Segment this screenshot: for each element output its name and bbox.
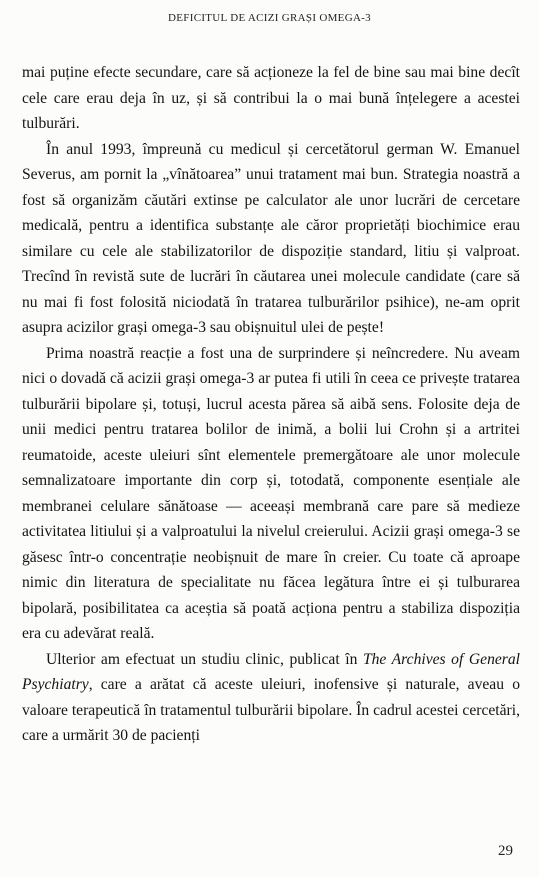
paragraph: [22, 647, 520, 749]
paragraph: În anul 1993, împreună cu medicul și cercetătorul german W. Emanuel Severus, am pornit la „vînătoarea” unui tratament mai bun. Strategia noastră a fost să organizăm căutări extinse pe calculator ale unor lucrări de cercetare medicală, pentru a identifica substanțe ale căror proprietăți biochimice erau similare cu cele ale stabilizatorilor de dispoziție standard, litiu și valproat. Trecînd în revistă sute de lucrări în căutarea unei molecule candidate (care să nu mai fi fost folosită niciodată în tratarea tulburărilor psihice), ne-am oprit asupra acizilor grași omega-3 sau obișnuitul ulei de pește!: [22, 140, 520, 336]
journal-title: The Archives of General Psychiatry: [22, 650, 520, 693]
paragraph: Prima noastră reacție a fost una de surprindere și neîncredere. Nu aveam nici o dovadă că acizii grași omega-3 ar putea fi utili în ceea ce privește tratarea tulburării bipolare și, totuși, lucrul acesta părea să aibă sens. Folosite deja de unii medici pentru tratarea bolilor de inimă, a bolii lui Crohn și a artritei reumatoide, aceste uleiuri sînt elementele premergătoare ale unor molecule semnalizatoare importante din corp și, totodată, componente esențiale ale membranei celulare sănătoase — aceeași membrană care pare să medieze activitatea litiului și a valproatului la nivelul creierului. Acizii grași omega-3 se găsesc într-o concentrație neobișnuit de mare în creier. Cu toate că aproape nimic din literatura de specialitate nu făcea legătura între ei și tulburarea bipolară, posibilitatea ca aceștia să poată acționa pentru a stabiliza dispoziția era cu adevărat reală.: [22, 344, 520, 642]
body-text: [22, 60, 520, 749]
page-number: 29: [498, 843, 513, 859]
running-header: DEFICITUL DE ACIZI GRAȘI OMEGA-3: [168, 12, 371, 24]
paragraph-text: , care a arătat că aceste uleiuri, inofensive și naturale, aveau o valoare terapeutică în tratamentul tulburării bipolare. În cadrul acestei cercetări, care a urmărit 30 de pacienți: [22, 676, 520, 744]
paragraph-text: Ulterior am efectuat un studiu clinic, publicat în: [46, 650, 363, 668]
paragraph-continued: mai puține efecte secundare, care să acționeze la fel de bine sau mai bine decît cele care erau deja în uz, și să contribui la o mai bună înțelegere a acestei tulburări.: [22, 64, 520, 132]
